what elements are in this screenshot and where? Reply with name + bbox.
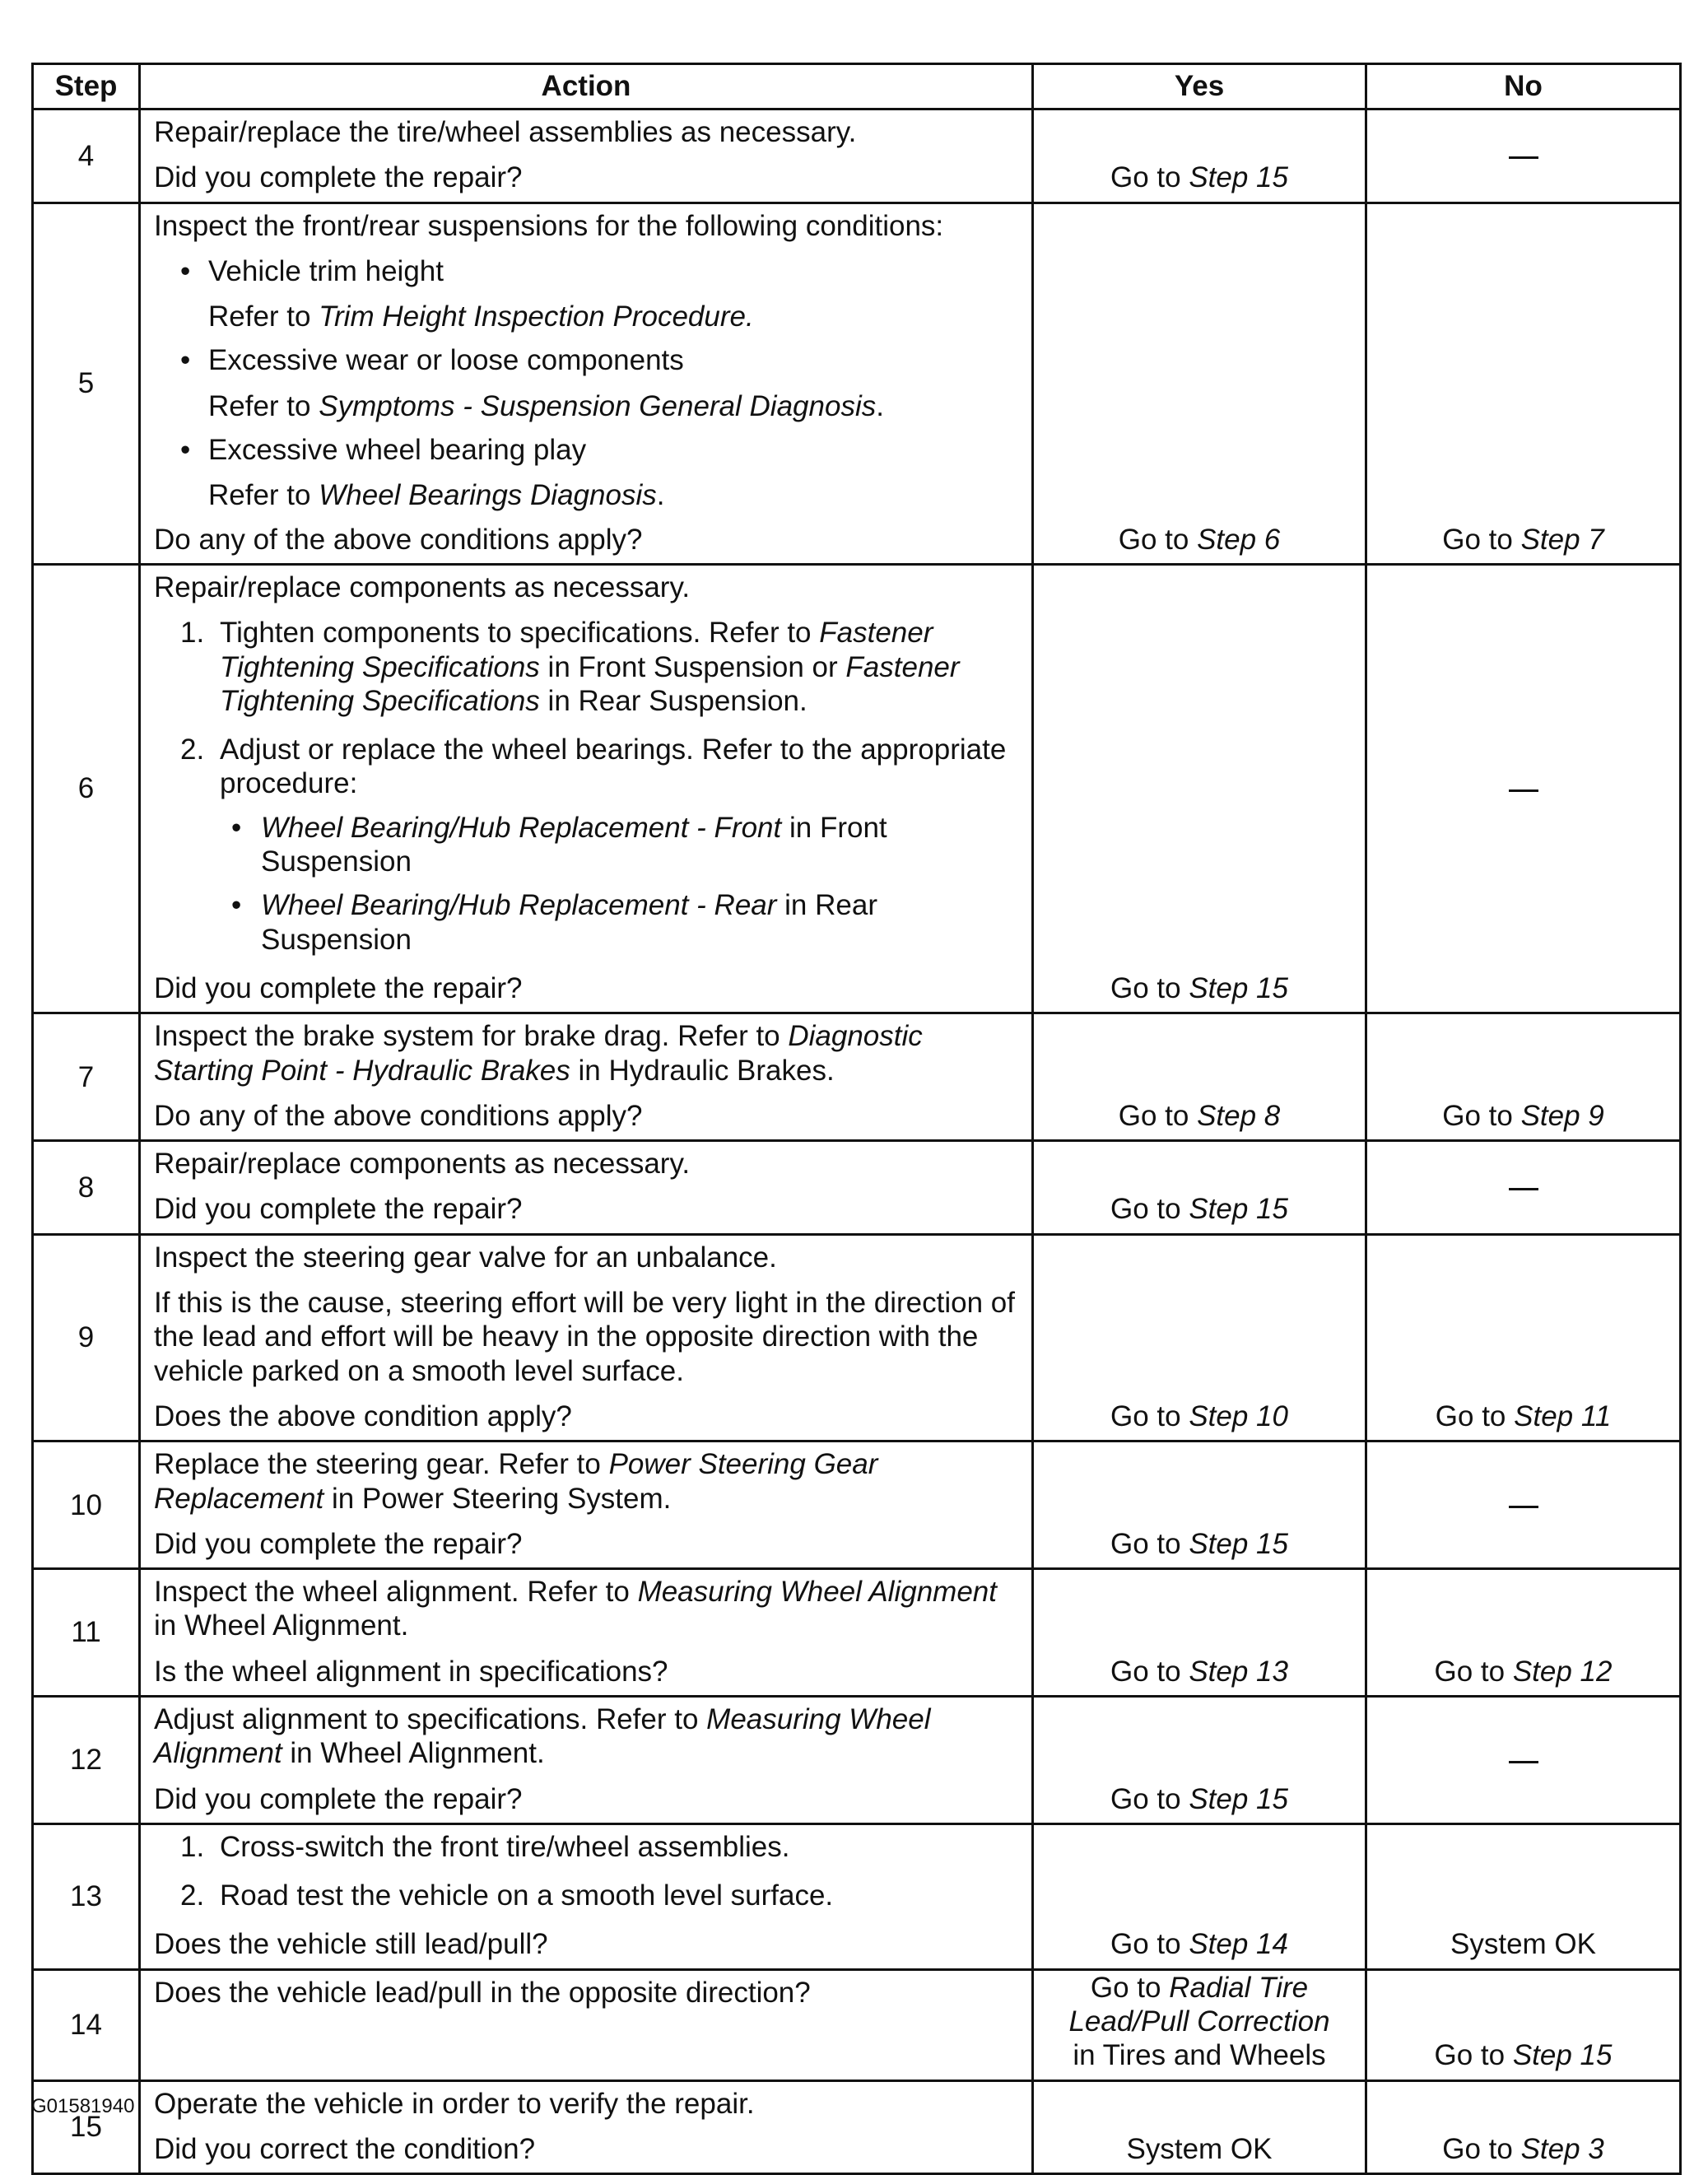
action-text: Inspect the steering gear valve for an unbalance. (154, 1241, 777, 1274)
no-cell (1366, 1441, 1681, 1569)
step-link: Step 15 (1189, 1527, 1288, 1560)
no-action-dash (1509, 789, 1538, 792)
question-text: Do any of the above conditions apply? (154, 523, 643, 556)
step-link: Step 6 (1197, 523, 1281, 556)
list-item: 2. Adjust or replace the wheel bearings. Refer to the appropriate procedure: • Wheel Bearing/Hub Replacement - Front in Front Suspension • Wheel Bearing/Hub Replacement - Rear in Rear Suspension (154, 733, 1023, 957)
question-text: Did you complete the repair? (154, 161, 523, 194)
yes-cell: Go to Step 15 (1033, 1696, 1366, 1823)
header-yes: Yes (1033, 64, 1366, 109)
table-row-step-9 (33, 1234, 1681, 1441)
action-text: Operate the vehicle in order to verify the repair. (154, 2087, 755, 2120)
no-action-dash (1509, 156, 1538, 159)
yes-cell: Go to Step 15 (1033, 564, 1366, 1013)
yes-cell: Go to Step 15 (1033, 1441, 1366, 1569)
yes-cell: Go to Step 15 (1033, 1141, 1366, 1235)
list-item: 2. Road test the vehicle on a smooth level surface. (180, 1879, 834, 1912)
sub-procedure-list (220, 811, 1023, 957)
step-link: Step 15 (1189, 1782, 1288, 1815)
step-link: Step 12 (1512, 1655, 1613, 1688)
step-link: Step 15 (1189, 1193, 1288, 1226)
question-text: Did you complete the repair? (154, 1782, 523, 1815)
action-cell (140, 1569, 1033, 1697)
step-number: 8 (33, 1141, 140, 1235)
no-cell (1366, 1141, 1681, 1235)
yes-cell: Go to Step 14 (1033, 1823, 1366, 1969)
list-item: • Wheel Bearing/Hub Replacement - Front in Front Suspension (220, 811, 1023, 879)
header-row (33, 64, 1681, 109)
question-text: Does the vehicle lead/pull in the opposite direction? (154, 1976, 811, 2009)
step-number: 10 (33, 1441, 140, 1569)
action-cell (140, 1441, 1033, 1569)
diagnostic-table (31, 63, 1682, 2175)
reference-link: Power Steering Gear Replacement (154, 1448, 878, 1515)
action-text: Replace the steering gear. Refer to Power Steering Gear Replacement in Power Steering System. (154, 1448, 878, 1515)
no-cell (1366, 109, 1681, 203)
reference-link: Wheel Bearing/Hub Replacement - Rear (261, 889, 777, 922)
question-text: Did you complete the repair? (154, 971, 523, 1004)
step-link: Step 15 (1189, 971, 1288, 1004)
question-text: Did you correct the condition? (154, 2133, 536, 2166)
table-row-step-13 (33, 1823, 1681, 1969)
step-link: Step 9 (1520, 1099, 1604, 1132)
reference-link: Diagnostic Starting Point - Hydraulic Brakes (154, 1020, 923, 1087)
table-row-step-10 (33, 1441, 1681, 1569)
no-cell: Go to Step 15 (1366, 1969, 1681, 2080)
action-text: Inspect the brake system for brake drag. Refer to Diagnostic Starting Point - Hydraulic Brakes in Hydraulic Brakes. (154, 1020, 923, 1087)
reference-link: Symptoms - Suspension General Diagnosis (319, 389, 877, 422)
action-cell (140, 1013, 1033, 1141)
yes-cell: Go to Step 10 (1033, 1234, 1366, 1441)
table-row-step-8 (33, 1141, 1681, 1235)
list-item: • Excessive wear or loose components Refer to Symptoms - Suspension General Diagnosis. (154, 343, 1023, 423)
yes-cell: System OK (1033, 2080, 1366, 2174)
step-number: 4 (33, 109, 140, 203)
step-link: Step 7 (1520, 523, 1604, 556)
table-row-step-12 (33, 1696, 1681, 1823)
no-cell (1366, 564, 1681, 1013)
no-cell: Go to Step 7 (1366, 203, 1681, 564)
table-row-step-15 (33, 2080, 1681, 2174)
action-cell (140, 1696, 1033, 1823)
yes-cell: Go to Step 13 (1033, 1569, 1366, 1697)
step-number: 15 (33, 2080, 140, 2174)
action-cell (140, 2080, 1033, 2174)
step-number: 9 (33, 1234, 140, 1441)
question-text: Do any of the above conditions apply? (154, 1099, 643, 1132)
action-text: Repair/replace the tire/wheel assemblies as necessary. (154, 116, 857, 148)
no-action-dash (1509, 1188, 1538, 1190)
reference-link: Measuring Wheel Alignment (154, 1702, 931, 1770)
no-cell: Go to Step 11 (1366, 1234, 1681, 1441)
action-cell (140, 1141, 1033, 1235)
question-text: Does the vehicle still lead/pull? (154, 1928, 548, 1961)
list-item: 1. Tighten components to specifications. Refer to Fastener Tightening Specifications in Front Suspension or Fastener Tightening Specifications in Rear Suspension. (180, 617, 960, 717)
action-text: If this is the cause, steering effort will be very light in the direction of the lead and effort will be heavy in the opposite direction with the vehicle parked on a smooth level surface. (154, 1287, 1015, 1387)
step-number: 5 (33, 203, 140, 564)
step-link: Step 15 (1512, 2039, 1613, 2072)
action-text: Adjust alignment to specifications. Refer to Measuring Wheel Alignment in Wheel Alignment. (154, 1702, 931, 1770)
header-action: Action (140, 64, 1033, 109)
list-item: • Wheel Bearing/Hub Replacement - Rear in Rear Suspension (220, 888, 1023, 957)
step-link: Step 11 (1514, 1400, 1612, 1432)
reference-link: Fastener Tightening Specifications (220, 650, 960, 717)
step-link: Step 3 (1520, 2133, 1604, 2166)
question-text: Is the wheel alignment in specifications? (154, 1655, 668, 1688)
action-cell (140, 203, 1033, 564)
no-cell: Go to Step 12 (1366, 1569, 1681, 1697)
step-number: 11 (33, 1569, 140, 1697)
yes-cell: Go to Step 6 (1033, 203, 1366, 564)
action-text: Inspect the front/rear suspensions for the following conditions: (154, 209, 944, 242)
step-link: Step 15 (1189, 161, 1288, 194)
reference-link: Wheel Bearings Diagnosis (319, 479, 657, 512)
list-item: • Excessive wheel bearing play Refer to Wheel Bearings Diagnosis. (154, 433, 1023, 513)
no-cell (1366, 1696, 1681, 1823)
step-number: 14 (33, 1969, 140, 2080)
step-number: 7 (33, 1013, 140, 1141)
table-row-step-4 (33, 109, 1681, 203)
table-row-step-7 (33, 1013, 1681, 1141)
header-step: Step (33, 64, 140, 109)
table-row-step-14 (33, 1969, 1681, 2080)
question-text: Did you complete the repair? (154, 1527, 523, 1560)
no-action-dash (1509, 1761, 1538, 1763)
reference-link: Radial Tire (1169, 1971, 1309, 2004)
no-cell: System OK (1366, 1823, 1681, 1969)
question-text: Does the above condition apply? (154, 1400, 572, 1432)
yes-cell: Go to Step 8 (1033, 1013, 1366, 1141)
header-no: No (1366, 64, 1681, 109)
figure-id: G01581940 (31, 2095, 135, 2117)
question-text: Did you complete the repair? (154, 1193, 523, 1226)
action-text: Repair/replace components as necessary. (154, 571, 691, 603)
table-row-step-11 (33, 1569, 1681, 1697)
action-cell (140, 1823, 1033, 1969)
action-cell (140, 1969, 1033, 2080)
step-number: 13 (33, 1823, 140, 1969)
step-number: 12 (33, 1696, 140, 1823)
action-cell (140, 109, 1033, 203)
table-row-step-5 (33, 203, 1681, 564)
procedure-list (154, 1830, 1023, 1913)
no-cell: Go to Step 9 (1366, 1013, 1681, 1141)
list-item: 1. Cross-switch the front tire/wheel assemblies. (180, 1830, 790, 1863)
yes-cell: Go to Radial Tire Lead/Pull Correction in Tires and Wheels (1033, 1969, 1366, 2080)
condition-list (154, 254, 1023, 513)
reference-link: Wheel Bearing/Hub Replacement - Front (261, 811, 782, 844)
step-number: 6 (33, 564, 140, 1013)
action-text: Inspect the wheel alignment. Refer to Measuring Wheel Alignment in Wheel Alignment. (154, 1576, 997, 1642)
step-link: Step 8 (1197, 1099, 1281, 1132)
reference-link: Trim Height Inspection Procedure. (319, 300, 754, 333)
reference-link: Measuring Wheel Alignment (637, 1576, 997, 1609)
action-text: Repair/replace components as necessary. (154, 1148, 691, 1181)
action-cell (140, 564, 1033, 1013)
step-link: Step 14 (1189, 1928, 1288, 1961)
procedure-list (154, 616, 1023, 957)
list-item: • Vehicle trim height Refer to Trim Height Inspection Procedure. (154, 254, 1023, 334)
no-action-dash (1509, 1506, 1538, 1508)
yes-cell: Go to Step 15 (1033, 109, 1366, 203)
reference-link: Fastener Tightening Specifications (220, 617, 933, 683)
action-cell (140, 1234, 1033, 1441)
no-cell: Go to Step 3 (1366, 2080, 1681, 2174)
table-row-step-6 (33, 564, 1681, 1013)
step-link: Step 13 (1189, 1655, 1288, 1688)
step-link: Step 10 (1189, 1400, 1288, 1432)
reference-link: Lead/Pull Correction (1068, 2005, 1330, 2038)
